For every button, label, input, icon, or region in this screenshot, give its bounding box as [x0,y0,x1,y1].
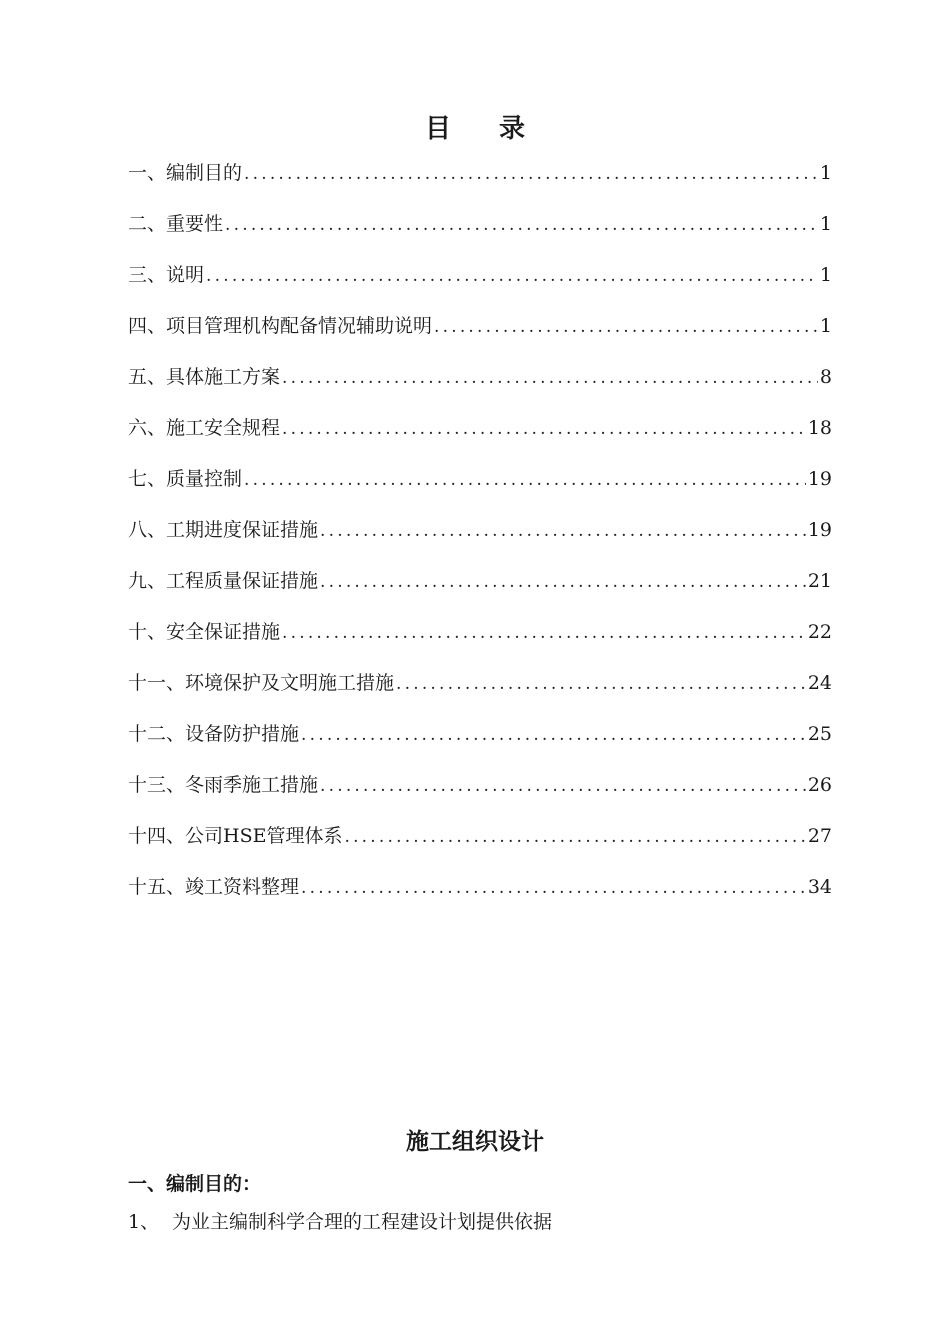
toc-list [128,157,832,922]
toc-item-page: 24 [807,672,832,694]
toc-item-label: 三、说明 [128,264,205,286]
toc-item[interactable] [128,259,832,310]
toc-item-page: 1 [819,315,832,337]
toc-item-page: 8 [819,366,832,388]
toc-item[interactable] [128,157,832,208]
toc-item-page: 1 [819,264,832,286]
toc-item-label: 二、重要性 [128,213,224,235]
toc-item-page: 1 [819,162,832,184]
toc-item[interactable] [128,514,832,565]
toc-item[interactable] [128,565,832,616]
toc-item-label: 一、编制目的 [128,162,243,184]
toc-dot-leader [282,413,806,445]
toc-title-part1: 目 [424,114,451,144]
toc-dot-leader [434,311,818,343]
toc-dot-leader [301,719,806,751]
toc-item[interactable] [128,463,832,514]
toc-dot-leader [320,566,806,598]
toc-item-page: 19 [807,468,832,490]
toc-item-label: 十二、设备防护措施 [128,723,300,745]
paragraph-text: 为业主编制科学合理的工程建设计划提供依据 [172,1211,553,1233]
toc-item[interactable] [128,871,832,922]
toc-item-page: 22 [807,621,832,643]
toc-item[interactable] [128,412,832,463]
toc-dot-leader [396,668,806,700]
toc-item-page: 19 [807,519,832,541]
toc-item[interactable] [128,667,832,718]
toc-dot-leader [320,515,806,547]
toc-dot-leader [225,209,818,241]
toc-dot-leader [320,770,806,802]
section-heading: 一、编制目的： [128,1173,262,1195]
toc-title [0,108,950,145]
toc-item-page: 1 [819,213,832,235]
toc-item-page: 27 [807,825,832,847]
toc-item[interactable] [128,616,832,667]
toc-item-page: 34 [807,876,832,898]
toc-item[interactable] [128,769,832,820]
toc-item-label: 九、工程质量保证措施 [128,570,319,592]
toc-dot-leader [244,158,818,190]
toc-item-page: 25 [807,723,832,745]
document-title: 施工组织设计 [406,1129,544,1155]
toc-dot-leader [282,362,818,394]
toc-item-label: 七、质量控制 [128,468,243,490]
toc-item[interactable] [128,820,832,871]
paragraph [128,1207,552,1234]
toc-item[interactable] [128,718,832,769]
toc-item-label: 十一、环境保护及文明施工措施 [128,672,395,694]
toc-item-page: 21 [807,570,832,592]
toc-dot-leader [244,464,806,496]
toc-dot-leader [301,872,806,904]
toc-dot-leader [344,821,805,853]
toc-item[interactable] [128,361,832,412]
toc-item-label: 四、项目管理机构配备情况辅助说明 [128,315,433,337]
toc-item-label: 十、安全保证措施 [128,621,281,643]
toc-item-label: 十三、冬雨季施工措施 [128,774,319,796]
paragraph-number: 1、 [128,1211,160,1233]
toc-title-part2: 录 [499,114,526,144]
toc-dot-leader [282,617,806,649]
toc-item-label: 十五、竣工资料整理 [128,876,300,898]
toc-item-page: 18 [807,417,832,439]
toc-dot-leader [206,260,818,292]
toc-item-label: 八、工期进度保证措施 [128,519,319,541]
toc-item-label: 十四、公司HSE管理体系 [128,825,343,847]
toc-item[interactable] [128,310,832,361]
toc-item-label: 六、施工安全规程 [128,417,281,439]
toc-item[interactable] [128,208,832,259]
toc-item-label: 五、具体施工方案 [128,366,281,388]
toc-item-page: 26 [807,774,832,796]
